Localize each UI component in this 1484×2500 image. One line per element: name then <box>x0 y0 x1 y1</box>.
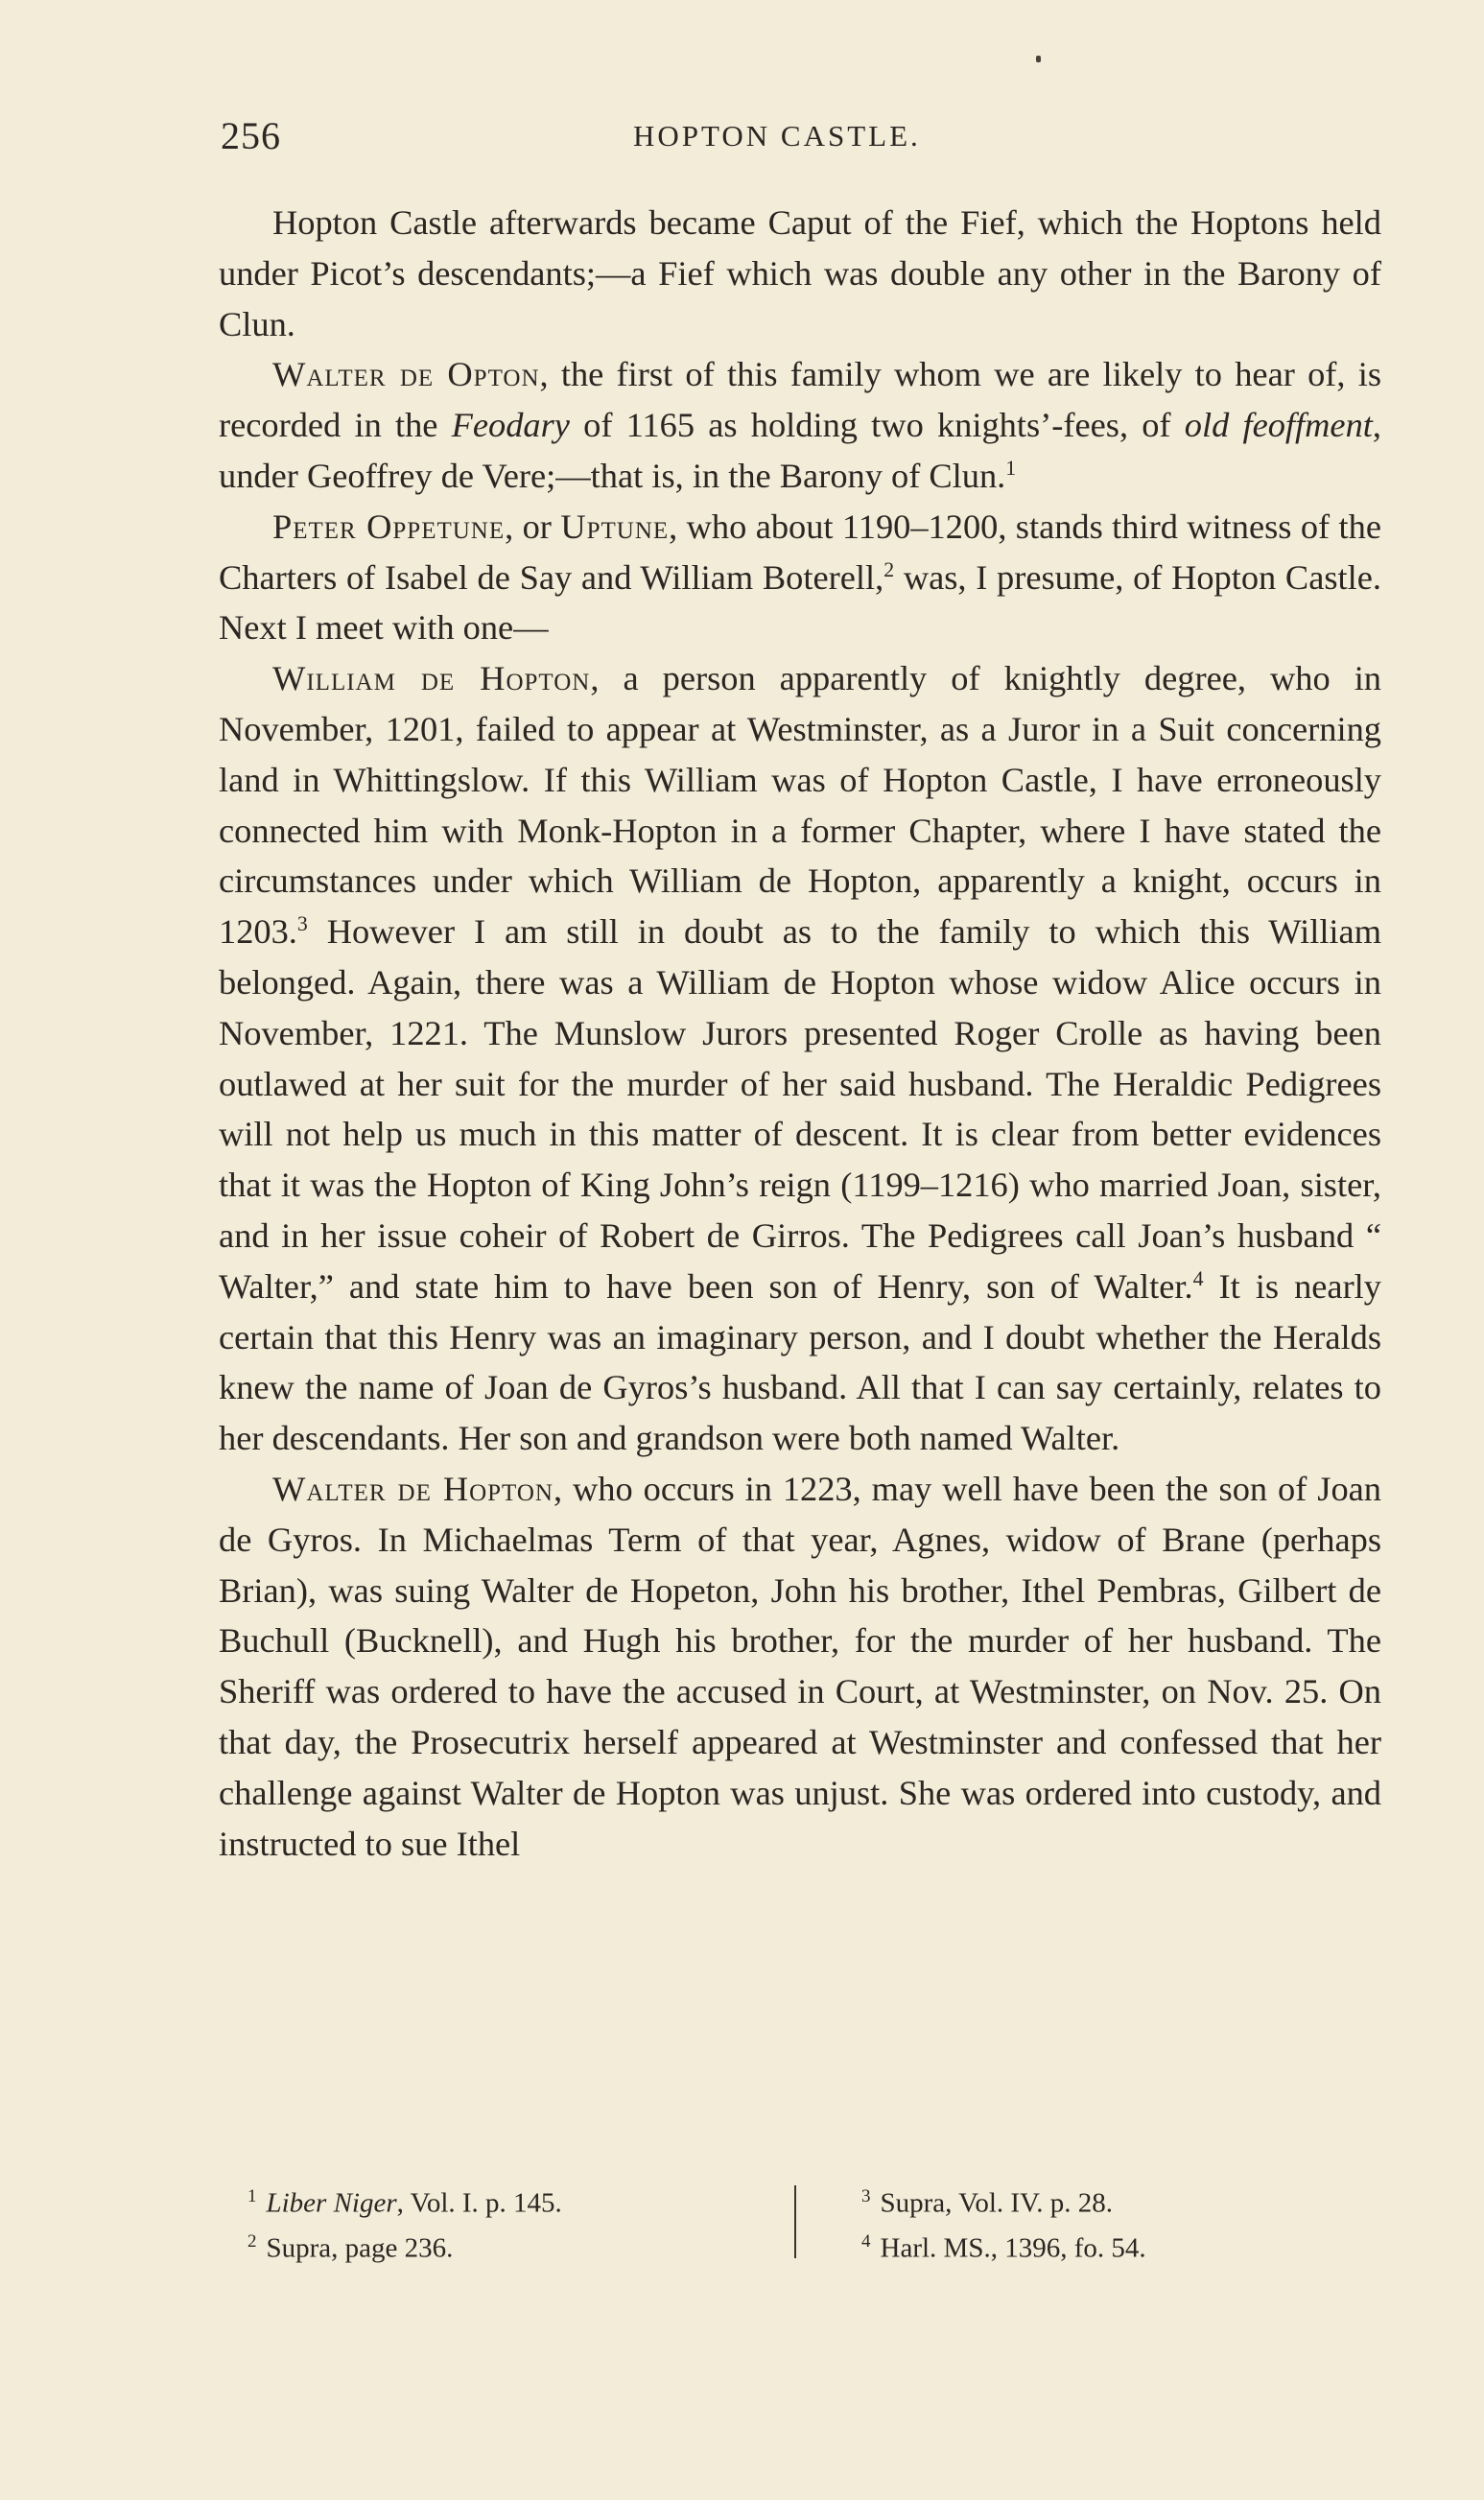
footnotes-right-column <box>861 2178 1322 2267</box>
person-name: Walter de Opton <box>272 355 540 394</box>
footnote-2: $^2$ Supra, page 236. <box>247 2230 454 2264</box>
footnote-divider <box>794 2185 796 2258</box>
italic-term: old feoffment <box>1184 406 1373 445</box>
body-text <box>219 198 1381 1869</box>
footnote-4: $^4$ Harl. MS., 1396, fo. 54. <box>861 2230 1146 2264</box>
footnote-1: $^1$ Liber Niger, Vol. I. p. 145. <box>247 2186 562 2219</box>
footnote-ref: 1 <box>1005 456 1017 480</box>
paragraph-4 <box>219 653 1381 1464</box>
paragraph-text: of 1165 as holding two knights’-fees, of <box>569 406 1185 445</box>
paragraph-text: was, I presume, of Hopton Castle. Next I meet with one— <box>219 557 1381 648</box>
paragraph-text: , a person apparently of knightly degree, who in November, 1201, failed to appear at Westminster, as a Juror in a Suit concerning land in Whittingslow. If this William was of Hopton Castle, I have erroneously connected him with Monk-Hopton in a former Chapter, where I have stated the circumstances under which William de Hopton, apparently a knight, occurs in 1203. <box>219 659 1381 952</box>
paragraph-1: Hopton Castle afterwards became Caput of the Fief, which the Hoptons held under Picot’s descendants;—a Fief which was double any other in the Barony of Clun. <box>219 203 1381 343</box>
italic-term: Feodary <box>451 406 570 445</box>
footnotes-left-column <box>247 2178 766 2267</box>
paragraph-text: , or <box>505 507 561 546</box>
person-name: Walter de Hopton <box>272 1469 554 1508</box>
paragraph-2 <box>219 349 1381 501</box>
paragraph-text: , under Geoffrey de Vere;—that is, in the Barony of Clun. <box>219 406 1381 495</box>
ink-speck <box>1036 56 1041 62</box>
paragraph-text: , who about 1190–1200, stands third witness of the Charters of Isabel de Say and William Boterell, <box>219 507 1381 597</box>
person-name: William de Hopton <box>272 659 591 698</box>
footnote-ref: 4 <box>1192 1266 1204 1290</box>
person-name: Uptune <box>560 507 670 546</box>
page-header <box>0 113 1484 171</box>
footnote-ref: 3 <box>296 912 308 936</box>
paragraph-text: However I am still in doubt as to the family to which this William belonged. Again, there was a William de Hopton whose widow Alice occurs in November, 1221. The Munslow Jurors presented Roger Crolle as having been outlawed at her suit for the murder of her said husband. The Heraldic Pedigrees will not help us much in this matter of descent. It is clear from better evidences that it was the Hopton of King John’s reign (1199–1216) who married Joan, sister, and in her issue coheir of Robert de Girros. The Pedigrees call Joan’s husband “ Walter,” and state him to have been son of Henry, son of Walter. <box>219 912 1381 1306</box>
running-title: HOPTON CASTLE. <box>633 119 921 153</box>
paragraph-3 <box>219 502 1381 653</box>
person-name: Peter Oppetune <box>272 507 506 546</box>
paragraph-text: It is nearly certain that this Henry was an imaginary person, and I doubt whether the Heralds knew the name of Joan de Gyros’s husband. All that I can say certainly, relates to her descendants. Her son and grandson were both named Walter. <box>219 1266 1381 1458</box>
footnote-ref: 2 <box>883 557 895 581</box>
footnote-title: Liber Niger <box>266 2187 397 2219</box>
footnote-3: $^3$ Supra, Vol. IV. p. 28. <box>861 2186 1114 2219</box>
paragraph-text: , the first of this family whom we are likely to hear of, is recorded in the <box>219 355 1381 445</box>
paragraph-5 <box>219 1464 1381 1869</box>
paragraph-text: , who occurs in 1223, may well have been the son of Joan de Gyros. In Michaelmas Term of that year, Agnes, widow of Brane (perhaps Brian), was suing Walter de Hopeton, John his brother, Ithel Pembras, Gilbert de Buchull (Bucknell), and Hugh his brother, for the murder of her husband. The Sheriff was ordered to have the accused in Court, at Westminster, on Nov. 25. On that day, the Prosecutrix herself appeared at Westminster and confessed that her challenge against Walter de Hopton was unjust. She was ordered into custody, and instructed to sue Ithel <box>219 1469 1381 1863</box>
page-number: 256 <box>221 114 281 157</box>
